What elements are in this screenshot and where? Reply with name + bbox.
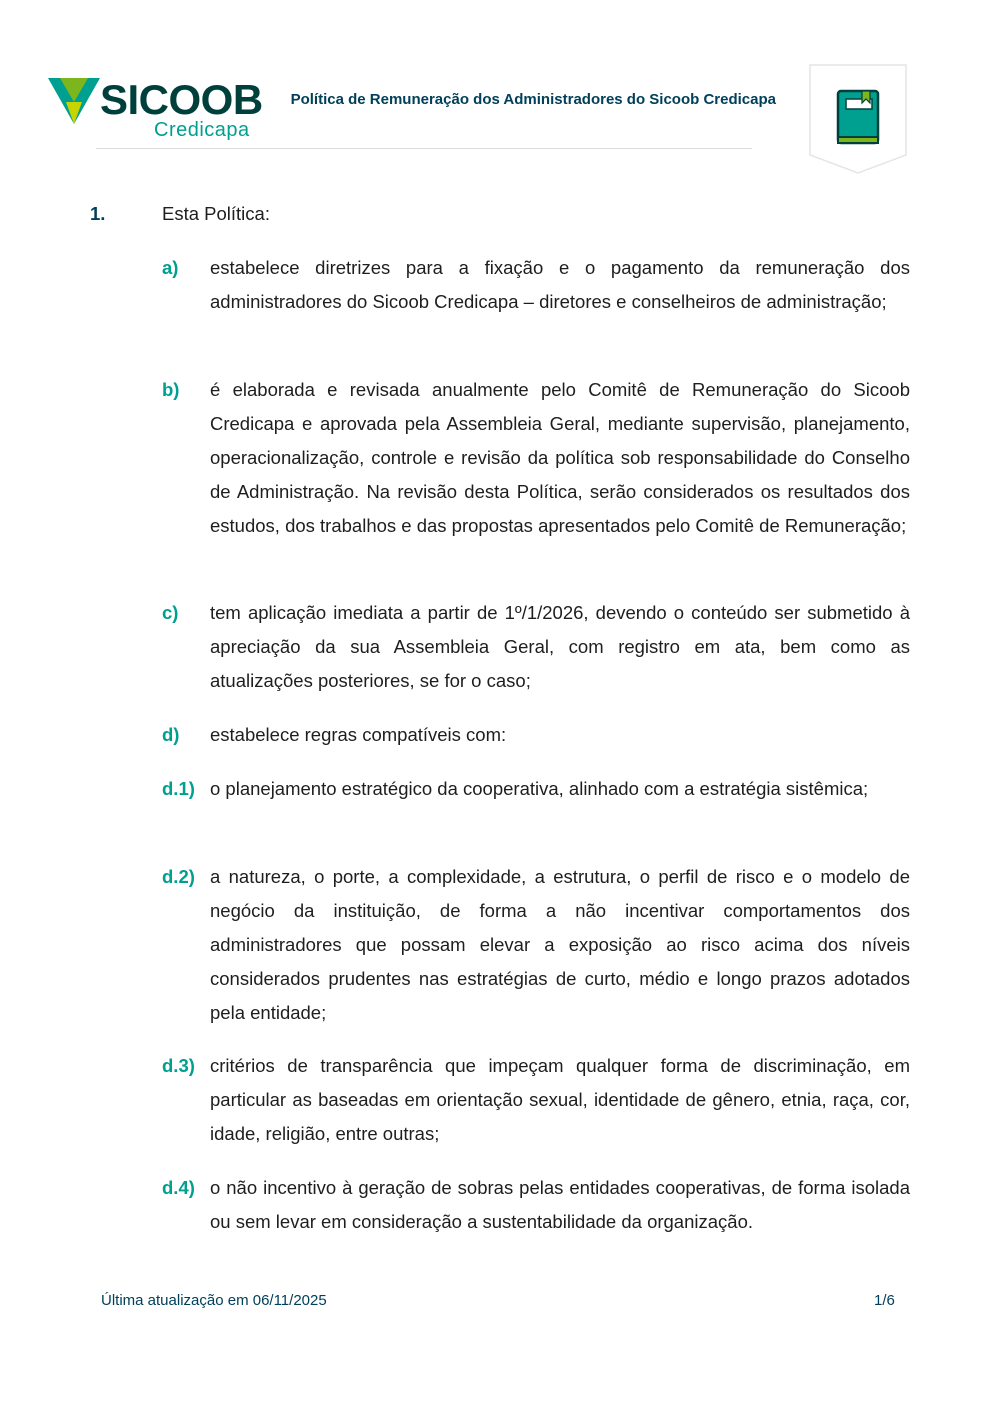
list-item-text: o planejamento estratégico da cooperativa, alinhado com a estratégia sistêmica; <box>210 778 869 799</box>
logo-wordmark: SICOOB <box>100 76 263 123</box>
list-marker: b) <box>162 379 180 400</box>
book-badge <box>808 63 908 175</box>
list-marker: d.3) <box>162 1055 195 1076</box>
header-divider <box>96 148 752 149</box>
sicoob-logo <box>48 74 268 146</box>
list-item-text: tem aplicação imediata a partir de 1º/1/2026, devendo o conteúdo ser submetido à apreciação da sua Assembleia Geral, com registro em ata, bem como as atualizações posteriores, se for o caso; <box>210 602 910 691</box>
list-item <box>162 718 910 754</box>
footer-page-number: 1/6 <box>874 1292 895 1309</box>
list-item <box>162 1049 910 1153</box>
list-item-text: critérios de transparência que impeçam qualquer forma de discriminação, em particular as baseadas em orientação sexual, identidade de gênero, etnia, raça, cor, idade, religião, entre outras; <box>210 1055 910 1144</box>
section-intro: Esta Política: <box>162 203 270 224</box>
list-item <box>162 251 910 355</box>
document-title: Política de Remuneração dos Administradores do Sicoob Credicapa <box>290 91 776 108</box>
list-item <box>162 772 910 842</box>
list-item <box>162 860 910 1032</box>
page-header <box>0 0 1000 180</box>
list-item-text: o não incentivo à geração de sobras pelas entidades cooperativas, de forma isolada ou sem levar em consideração a sustentabilidade da organização. <box>210 1177 910 1232</box>
section-number: 1. <box>90 203 106 224</box>
book-icon <box>808 63 908 175</box>
list-item-text: estabelece diretrizes para a fixação e o pagamento da remuneração dos administradores do Sicoob Credicapa – diretores e conselheiros de administração; <box>210 257 910 312</box>
list-item-text: é elaborada e revisada anualmente pelo Comitê de Remuneração do Sicoob Credicapa e aprovada pela Assembleia Geral, mediante supervisão, planejamento, operacionalização, controle e revisão da política sob responsabilidade do Conselho de Administração. Na revisão desta Política, serão considerados os resultados dos estudos, dos trabalhos e das propostas apresentados pelo Comitê de Remuneração; <box>210 379 910 536</box>
sicoob-logo-mark-icon <box>48 76 102 128</box>
list-marker: d.4) <box>162 1177 195 1198</box>
logo-subtitle: Credicapa <box>154 119 250 141</box>
list-item-text: estabelece regras compatíveis com: <box>210 724 507 745</box>
list-marker: d) <box>162 724 180 745</box>
list-marker: d.2) <box>162 866 195 887</box>
list-item <box>162 373 910 579</box>
list-item <box>162 1171 910 1241</box>
footer-last-updated: Última atualização em 06/11/2025 <box>101 1292 327 1309</box>
list-marker: c) <box>162 602 179 623</box>
list-marker: d.1) <box>162 778 195 799</box>
list-item-text: a natureza, o porte, a complexidade, a estrutura, o perfil de risco e o modelo de negócio da instituição, de forma a não incentivar comportamentos dos administradores que possam elevar a exposição ao risco acima dos níveis considerados prudentes nas estratégias de curto, médio e longo prazos adotados pela entidade; <box>210 866 910 1023</box>
list-item <box>162 596 910 700</box>
list-marker: a) <box>162 257 179 278</box>
